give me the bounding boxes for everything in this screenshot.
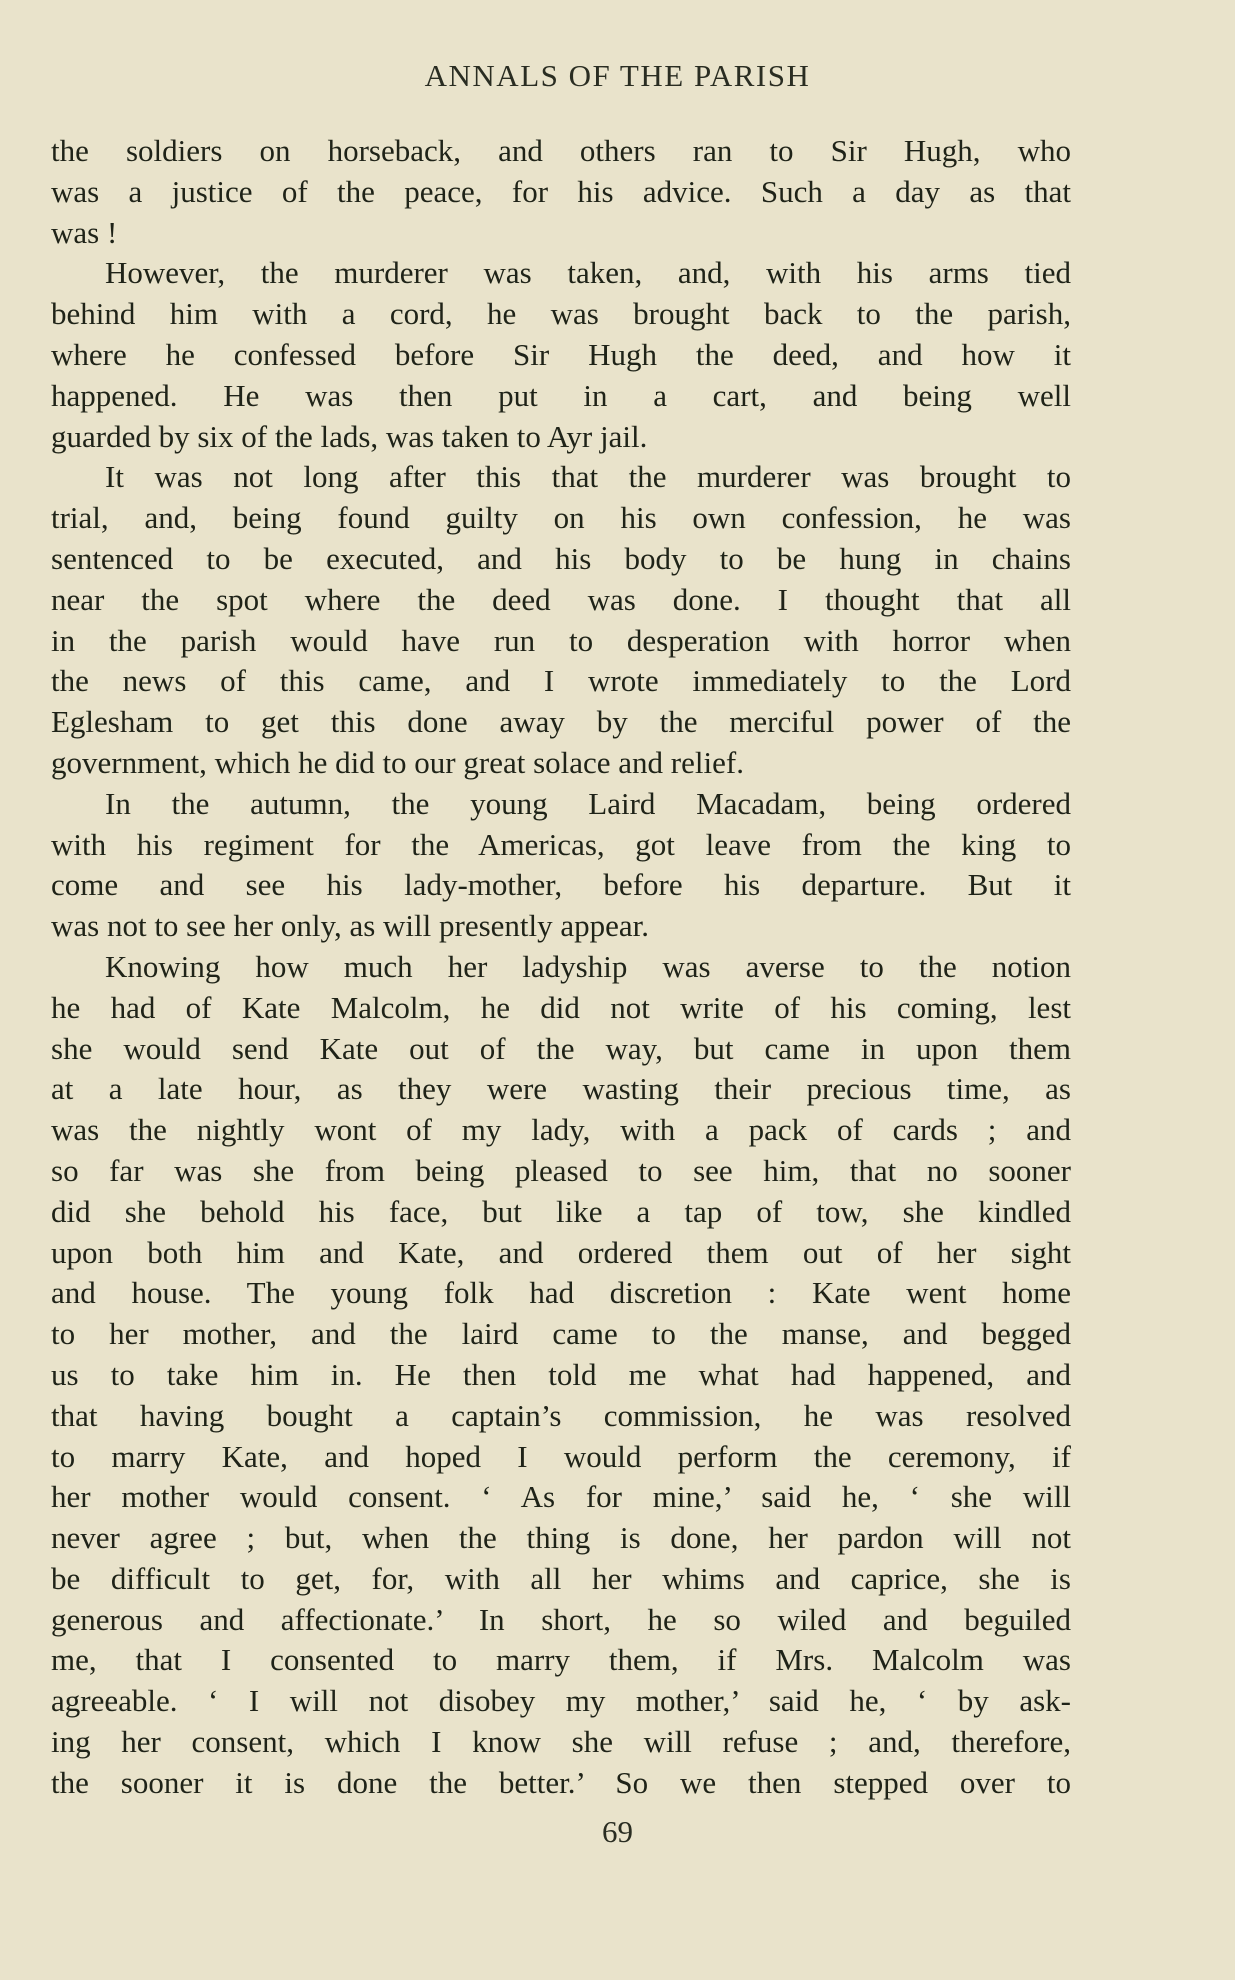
text-line: to marry Kate, and hoped I would perform the ceremony, if [51,1438,1071,1474]
text-line: her mother would consent. ‘ As for mine,’ said he, ‘ she will [51,1479,1071,1515]
text-line: at a late hour, as they were wasting their precious time, as [51,1071,1071,1107]
text-line: so far was she from being pleased to see him, that no sooner [51,1152,1071,1188]
text-line: was the nightly wont of my lady, with a pack of cards ; and [51,1112,1071,1148]
text-line: come and see his lady-mother, before his departure. But it [51,867,1071,903]
text-line: In the autumn, the young Laird Macadam, being ordered [105,785,1071,821]
text-line: ing her consent, which I know she will refuse ; and, therefore, [51,1724,1071,1760]
text-line: guarded by six of the lads, was taken to Ayr jail. [51,418,648,454]
text-line: behind him with a cord, he was brought back to the parish, [51,296,1071,332]
text-line: agreeable. ‘ I will not disobey my mother,’ said he, ‘ by ask- [51,1683,1071,1719]
text-line: the soldiers on horseback, and others ran to Sir Hugh, who [51,133,1071,168]
body-text [51,131,1071,1804]
text-line: where he confessed before Sir Hugh the deed, and how it [51,336,1071,372]
text-line: with his regiment for the Americas, got leave from the king to [51,826,1071,862]
text-line: did she behold his face, but like a tap of tow, she kindled [51,1193,1071,1229]
text-line: government, which he did to our great solace and relief. [51,744,744,780]
text-line: sentenced to be executed, and his body to be hung in chains [51,540,1071,576]
text-line: in the parish would have run to desperation with horror when [51,622,1071,658]
text-line: to her mother, and the laird came to the manse, and begged [51,1316,1071,1352]
text-line: that having bought a captain’s commission, he was resolved [51,1397,1071,1433]
text-line: It was not long after this that the murderer was brought to [105,459,1071,495]
text-line: near the spot where the deed was done. I thought that all [51,581,1071,617]
text-line: the sooner it is done the better.’ So we then stepped over to [51,1764,1071,1800]
text-line: and house. The young folk had discretion : Kate went home [51,1275,1071,1311]
text-line: me, that I consented to marry them, if Mrs. Malcolm was [51,1642,1071,1678]
text-line: happened. He was then put in a cart, and being well [51,377,1071,413]
text-line: was a justice of the peace, for his advice. Such a day as that [51,173,1071,209]
running-head: ANNALS OF THE PARISH [424,58,811,93]
text-line: trial, and, being found guilty on his own confession, he was [51,500,1071,536]
text-line: Eglesham to get this done away by the merciful power of the [51,704,1071,740]
text-line: was ! [51,214,118,250]
text-line: she would send Kate out of the way, but came in upon them [51,1030,1071,1066]
text-line: upon both him and Kate, and ordered them out of her sight [51,1234,1071,1270]
text-line: be difficult to get, for, with all her whims and caprice, she is [51,1560,1071,1596]
text-line: was not to see her only, as will presently appear. [51,908,650,944]
text-line: However, the murderer was taken, and, with his arms tied [105,255,1071,291]
text-line: generous and affectionate.’ In short, he so wiled and beguiled [51,1601,1071,1637]
text-line: Knowing how much her ladyship was averse to the notion [105,948,1071,984]
page-number: 69 [602,1814,633,1849]
text-line: the news of this came, and I wrote immediately to the Lord [51,663,1071,699]
text-line: never agree ; but, when the thing is done, her pardon will not [51,1520,1071,1556]
text-line: us to take him in. He then told me what had happened, and [51,1356,1071,1392]
text-line: he had of Kate Malcolm, he did not write of his coming, lest [51,989,1071,1025]
